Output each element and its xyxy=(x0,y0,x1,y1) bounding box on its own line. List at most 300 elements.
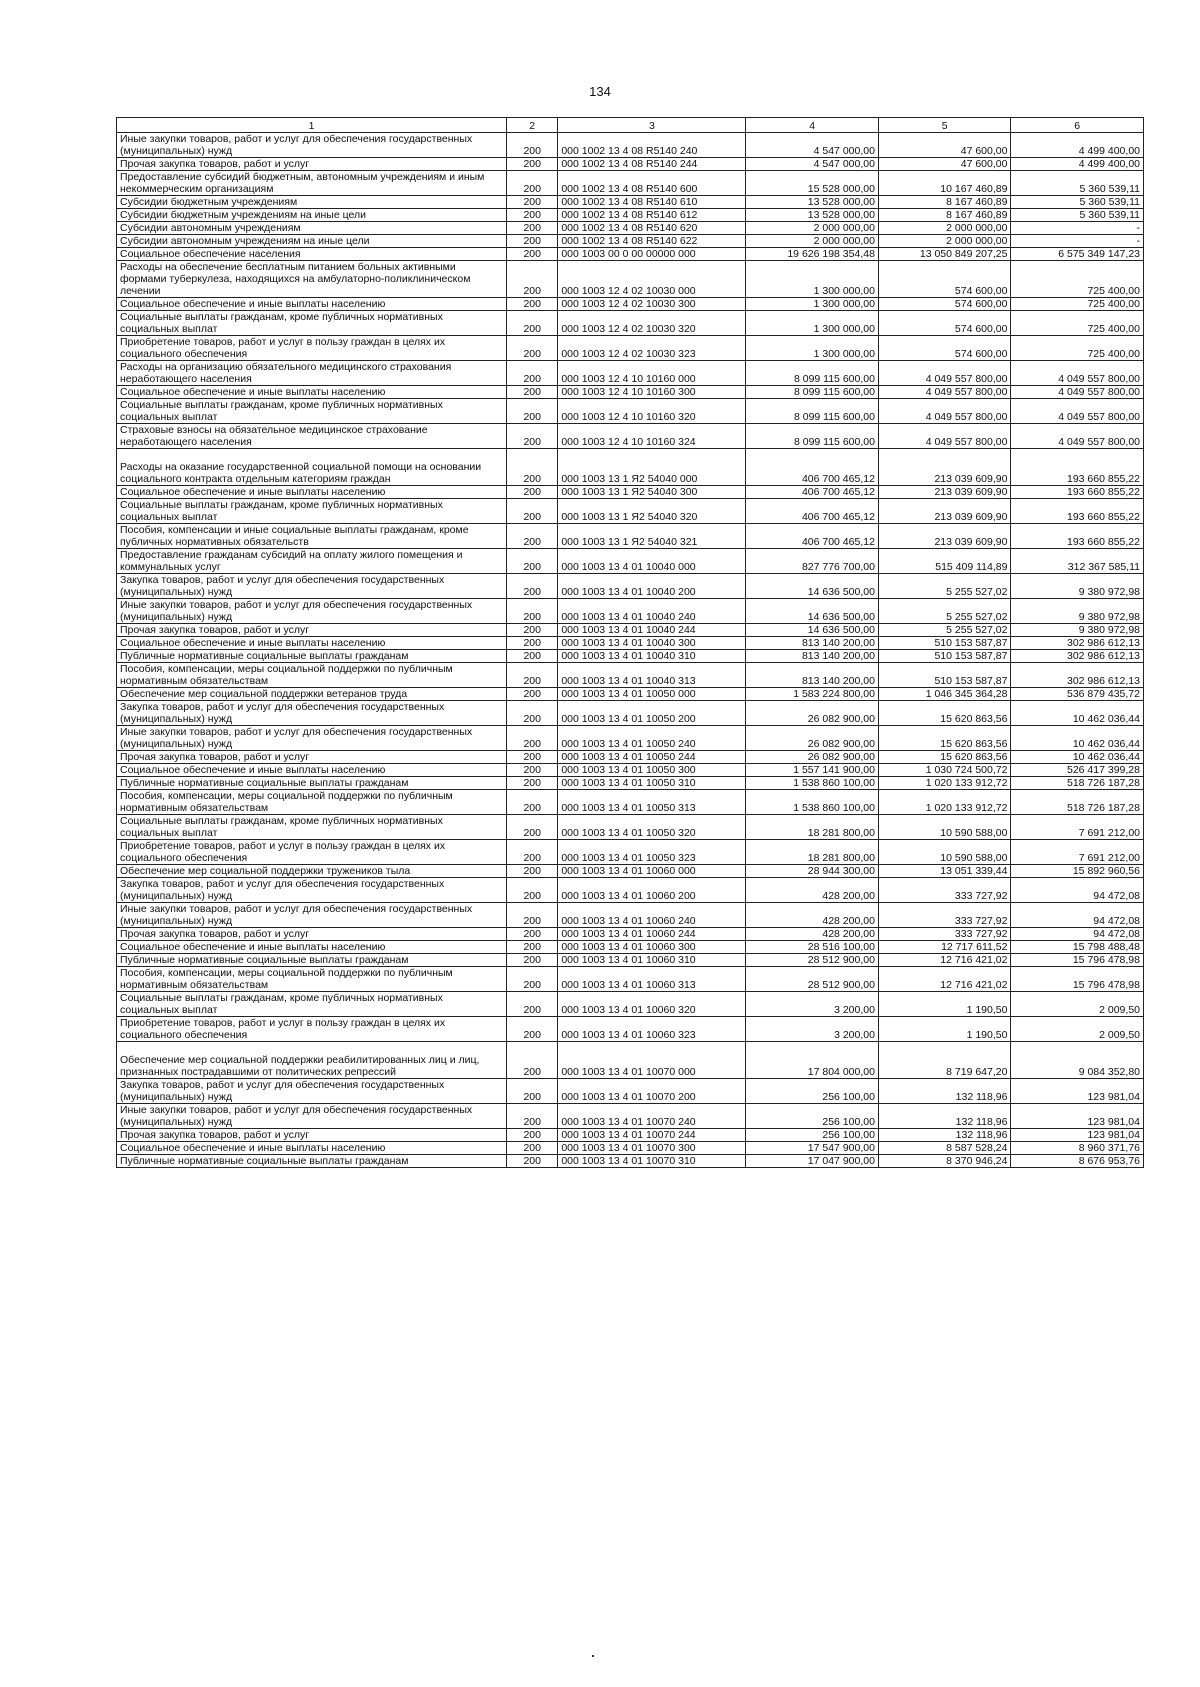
row-name-text: Публичные нормативные социальные выплаты гражданам xyxy=(120,777,409,789)
row-name-cell xyxy=(117,361,507,386)
table-row xyxy=(117,650,1144,663)
row-amount-remaining-cell: 5 360 539,11 xyxy=(1011,196,1144,209)
row-name-text: Публичные нормативные социальные выплаты гражданам xyxy=(120,954,409,966)
row-name-cell xyxy=(117,663,507,688)
table-row xyxy=(117,486,1144,499)
row-name-cell xyxy=(117,298,507,311)
row-code-cell: 200 xyxy=(507,840,558,865)
row-code-cell: 200 xyxy=(507,701,558,726)
row-name-cell xyxy=(117,133,507,158)
row-kbk-cell: 000 1003 12 4 02 10030 000 xyxy=(558,261,746,298)
row-name-text: Социальное обеспечение населения xyxy=(120,248,301,260)
column-header-6: 6 xyxy=(1011,118,1144,133)
table-row xyxy=(117,499,1144,524)
row-name-cell xyxy=(117,878,507,903)
row-amount-remaining-cell: 15 796 478,98 xyxy=(1011,967,1144,992)
row-name-text: Обеспечение мер социальной поддержки ветеранов труда xyxy=(120,688,408,700)
row-code-cell: 200 xyxy=(507,777,558,790)
row-amount-plan-cell: 1 300 000,00 xyxy=(746,298,879,311)
row-amount-remaining-cell: 312 367 585,11 xyxy=(1011,549,1144,574)
row-name-cell xyxy=(117,751,507,764)
budget-table xyxy=(116,117,1144,1168)
row-name-text: Социальное обеспечение и иные выплаты населению xyxy=(120,637,386,649)
row-amount-executed-cell: 2 000 000,00 xyxy=(878,222,1011,235)
row-kbk-cell: 000 1002 13 4 08 R5140 244 xyxy=(558,158,746,171)
row-amount-plan-cell: 17 047 900,00 xyxy=(746,1155,879,1168)
row-name-text: Предоставление субсидий бюджетным, автономным учреждениям и иным некоммерческим организациям xyxy=(120,171,485,195)
row-name-text: Закупка товаров, работ и услуг для обеспечения государственных (муниципальных) нужд xyxy=(120,1079,445,1103)
row-name-text: Социальные выплаты гражданам, кроме публичных нормативных социальных выплат xyxy=(120,992,443,1016)
row-kbk-cell: 000 1003 13 4 01 10070 200 xyxy=(558,1079,746,1104)
row-code-cell: 200 xyxy=(507,499,558,524)
table-row xyxy=(117,992,1144,1017)
row-amount-remaining-cell: 193 660 855,22 xyxy=(1011,524,1144,549)
row-amount-plan-cell: 1 557 141 900,00 xyxy=(746,764,879,777)
row-amount-plan-cell: 8 099 115 600,00 xyxy=(746,399,879,424)
row-amount-remaining-cell: 10 462 036,44 xyxy=(1011,726,1144,751)
row-amount-executed-cell: 47 600,00 xyxy=(878,158,1011,171)
row-amount-plan-cell: 813 140 200,00 xyxy=(746,650,879,663)
row-amount-plan-cell: 1 300 000,00 xyxy=(746,311,879,336)
row-name-text: Социальное обеспечение и иные выплаты населению xyxy=(120,941,386,953)
row-amount-executed-cell: 10 590 588,00 xyxy=(878,815,1011,840)
row-amount-executed-cell: 13 050 849 207,25 xyxy=(878,248,1011,261)
row-amount-executed-cell: 574 600,00 xyxy=(878,298,1011,311)
table-row xyxy=(117,688,1144,701)
column-number-row xyxy=(117,118,1144,133)
row-amount-executed-cell: 2 000 000,00 xyxy=(878,235,1011,248)
row-kbk-cell: 000 1003 13 4 01 10050 310 xyxy=(558,777,746,790)
row-amount-executed-cell: 12 716 421,02 xyxy=(878,967,1011,992)
row-kbk-cell: 000 1003 13 4 01 10060 313 xyxy=(558,967,746,992)
row-name-text: Социальные выплаты гражданам, кроме публичных нормативных социальных выплат xyxy=(120,399,443,423)
row-kbk-cell: 000 1003 13 4 01 10040 000 xyxy=(558,549,746,574)
row-name-text: Публичные нормативные социальные выплаты гражданам xyxy=(120,1155,409,1167)
row-amount-plan-cell: 1 300 000,00 xyxy=(746,336,879,361)
row-kbk-cell: 000 1003 12 4 10 10160 300 xyxy=(558,386,746,399)
row-name-text: Субсидии автономным учреждениям xyxy=(120,222,301,234)
row-name-cell xyxy=(117,992,507,1017)
row-name-text: Субсидии бюджетным учреждениям на иные цели xyxy=(120,209,366,221)
row-name-text: Субсидии автономным учреждениям на иные цели xyxy=(120,235,370,247)
row-amount-plan-cell: 3 200,00 xyxy=(746,1017,879,1042)
row-amount-remaining-cell: 5 360 539,11 xyxy=(1011,171,1144,196)
row-amount-executed-cell: 1 190,50 xyxy=(878,992,1011,1017)
table-row xyxy=(117,424,1144,449)
row-amount-plan-cell: 26 082 900,00 xyxy=(746,726,879,751)
row-amount-remaining-cell: 4 049 557 800,00 xyxy=(1011,424,1144,449)
row-amount-plan-cell: 19 626 198 354,48 xyxy=(746,248,879,261)
table-row xyxy=(117,158,1144,171)
row-kbk-cell: 000 1003 13 4 01 10070 240 xyxy=(558,1104,746,1129)
row-code-cell: 200 xyxy=(507,399,558,424)
row-name-cell xyxy=(117,449,507,486)
table-row xyxy=(117,941,1144,954)
row-amount-executed-cell: 10 167 460,89 xyxy=(878,171,1011,196)
row-kbk-cell: 000 1003 13 4 01 10040 240 xyxy=(558,599,746,624)
row-amount-remaining-cell: 10 462 036,44 xyxy=(1011,751,1144,764)
row-amount-remaining-cell: 526 417 399,28 xyxy=(1011,764,1144,777)
row-name-text: Страховые взносы на обязательное медицинское страхование неработающего населения xyxy=(120,424,428,448)
row-amount-remaining-cell: 302 986 612,13 xyxy=(1011,650,1144,663)
table-row xyxy=(117,637,1144,650)
row-amount-executed-cell: 10 590 588,00 xyxy=(878,840,1011,865)
row-name-text: Пособия, компенсации, меры социальной поддержки по публичным нормативным обязательствам xyxy=(120,790,453,814)
row-kbk-cell: 000 1003 13 4 01 10040 310 xyxy=(558,650,746,663)
row-name-text: Социальные выплаты гражданам, кроме публичных нормативных социальных выплат xyxy=(120,815,443,839)
row-amount-plan-cell: 4 547 000,00 xyxy=(746,158,879,171)
row-name-text: Закупка товаров, работ и услуг для обеспечения государственных (муниципальных) нужд xyxy=(120,574,445,598)
row-kbk-cell: 000 1003 13 4 01 10070 000 xyxy=(558,1042,746,1079)
row-code-cell: 200 xyxy=(507,311,558,336)
row-name-cell xyxy=(117,524,507,549)
row-amount-remaining-cell: 6 575 349 147,23 xyxy=(1011,248,1144,261)
row-name-cell xyxy=(117,1104,507,1129)
row-name-text: Приобретение товаров, работ и услуг в пользу граждан в целях их социального обеспечения xyxy=(120,1017,446,1041)
row-amount-executed-cell: 15 620 863,56 xyxy=(878,701,1011,726)
row-amount-executed-cell: 213 039 609,90 xyxy=(878,449,1011,486)
row-name-text: Закупка товаров, работ и услуг для обеспечения государственных (муниципальных) нужд xyxy=(120,878,445,902)
row-amount-remaining-cell: 9 380 972,98 xyxy=(1011,624,1144,637)
row-name-cell xyxy=(117,764,507,777)
row-amount-remaining-cell: 193 660 855,22 xyxy=(1011,499,1144,524)
row-amount-plan-cell: 256 100,00 xyxy=(746,1104,879,1129)
table-row xyxy=(117,967,1144,992)
row-name-cell xyxy=(117,1129,507,1142)
row-amount-executed-cell: 132 118,96 xyxy=(878,1104,1011,1129)
row-kbk-cell: 000 1002 13 4 08 R5140 620 xyxy=(558,222,746,235)
row-amount-plan-cell: 2 000 000,00 xyxy=(746,235,879,248)
row-amount-executed-cell: 8 719 647,20 xyxy=(878,1042,1011,1079)
row-name-cell xyxy=(117,424,507,449)
row-name-text: Социальные выплаты гражданам, кроме публичных нормативных социальных выплат xyxy=(120,499,443,523)
row-amount-executed-cell: 1 020 133 912,72 xyxy=(878,777,1011,790)
table-row xyxy=(117,624,1144,637)
table-row xyxy=(117,815,1144,840)
row-kbk-cell: 000 1003 13 4 01 10060 244 xyxy=(558,928,746,941)
row-name-cell xyxy=(117,1155,507,1168)
row-amount-executed-cell: 213 039 609,90 xyxy=(878,524,1011,549)
table-row xyxy=(117,701,1144,726)
row-kbk-cell: 000 1003 13 1 Я2 54040 000 xyxy=(558,449,746,486)
row-amount-executed-cell: 12 716 421,02 xyxy=(878,954,1011,967)
row-amount-remaining-cell: 2 009,50 xyxy=(1011,992,1144,1017)
row-kbk-cell: 000 1003 13 4 01 10050 313 xyxy=(558,790,746,815)
row-kbk-cell: 000 1003 13 4 01 10050 200 xyxy=(558,701,746,726)
row-kbk-cell: 000 1003 00 0 00 00000 000 xyxy=(558,248,746,261)
row-amount-plan-cell: 15 528 000,00 xyxy=(746,171,879,196)
row-amount-executed-cell: 1 046 345 364,28 xyxy=(878,688,1011,701)
row-amount-plan-cell: 28 944 300,00 xyxy=(746,865,879,878)
row-code-cell: 200 xyxy=(507,361,558,386)
column-header-3: 3 xyxy=(558,118,746,133)
row-name-text: Прочая закупка товаров, работ и услуг xyxy=(120,158,310,170)
column-header-1: 1 xyxy=(117,118,507,133)
table-row xyxy=(117,751,1144,764)
row-kbk-cell: 000 1003 13 4 01 10060 300 xyxy=(558,941,746,954)
row-amount-remaining-cell: 4 499 400,00 xyxy=(1011,158,1144,171)
row-amount-remaining-cell: 8 960 371,76 xyxy=(1011,1142,1144,1155)
row-amount-remaining-cell: 4 049 557 800,00 xyxy=(1011,361,1144,386)
row-code-cell: 200 xyxy=(507,815,558,840)
row-amount-remaining-cell: 9 084 352,80 xyxy=(1011,1042,1144,1079)
row-name-text: Публичные нормативные социальные выплаты гражданам xyxy=(120,650,409,662)
row-amount-remaining-cell: 15 892 960,56 xyxy=(1011,865,1144,878)
row-amount-remaining-cell: 7 691 212,00 xyxy=(1011,815,1144,840)
row-amount-executed-cell: 333 727,92 xyxy=(878,928,1011,941)
row-kbk-cell: 000 1003 13 1 Я2 54040 300 xyxy=(558,486,746,499)
row-kbk-cell: 000 1003 12 4 02 10030 323 xyxy=(558,336,746,361)
row-amount-executed-cell: 8 167 460,89 xyxy=(878,209,1011,222)
row-name-cell xyxy=(117,941,507,954)
row-kbk-cell: 000 1003 12 4 02 10030 320 xyxy=(558,311,746,336)
row-amount-remaining-cell: 10 462 036,44 xyxy=(1011,701,1144,726)
table-row xyxy=(117,222,1144,235)
row-name-cell xyxy=(117,171,507,196)
row-kbk-cell: 000 1003 13 4 01 10070 310 xyxy=(558,1155,746,1168)
row-amount-remaining-cell: 302 986 612,13 xyxy=(1011,637,1144,650)
row-code-cell: 200 xyxy=(507,624,558,637)
column-header-4: 4 xyxy=(746,118,879,133)
row-amount-plan-cell: 1 300 000,00 xyxy=(746,261,879,298)
row-amount-remaining-cell: 94 472,08 xyxy=(1011,878,1144,903)
row-amount-remaining-cell: 193 660 855,22 xyxy=(1011,449,1144,486)
row-name-text: Приобретение товаров, работ и услуг в пользу граждан в целях их социального обеспечения xyxy=(120,840,446,864)
row-kbk-cell: 000 1003 13 4 01 10040 244 xyxy=(558,624,746,637)
row-amount-plan-cell: 18 281 800,00 xyxy=(746,840,879,865)
row-name-cell xyxy=(117,386,507,399)
row-code-cell: 200 xyxy=(507,1104,558,1129)
row-name-cell xyxy=(117,486,507,499)
row-amount-plan-cell: 28 512 900,00 xyxy=(746,967,879,992)
row-amount-executed-cell: 5 255 527,02 xyxy=(878,574,1011,599)
row-code-cell: 200 xyxy=(507,486,558,499)
row-amount-remaining-cell: 9 380 972,98 xyxy=(1011,599,1144,624)
row-amount-plan-cell: 14 636 500,00 xyxy=(746,599,879,624)
row-amount-executed-cell: 8 167 460,89 xyxy=(878,196,1011,209)
row-kbk-cell: 000 1002 13 4 08 R5140 610 xyxy=(558,196,746,209)
row-name-cell xyxy=(117,399,507,424)
table-row xyxy=(117,1017,1144,1042)
row-code-cell: 200 xyxy=(507,650,558,663)
row-amount-remaining-cell: 94 472,08 xyxy=(1011,903,1144,928)
row-code-cell: 200 xyxy=(507,196,558,209)
table-row xyxy=(117,235,1144,248)
row-name-cell xyxy=(117,336,507,361)
row-kbk-cell: 000 1003 13 4 01 10040 313 xyxy=(558,663,746,688)
row-name-cell xyxy=(117,928,507,941)
row-name-cell xyxy=(117,865,507,878)
table-row xyxy=(117,298,1144,311)
row-amount-plan-cell: 813 140 200,00 xyxy=(746,637,879,650)
row-code-cell: 200 xyxy=(507,1155,558,1168)
table-row xyxy=(117,1142,1144,1155)
row-code-cell: 200 xyxy=(507,449,558,486)
row-amount-plan-cell: 2 000 000,00 xyxy=(746,222,879,235)
row-kbk-cell: 000 1003 13 4 01 10050 000 xyxy=(558,688,746,701)
row-name-cell xyxy=(117,311,507,336)
row-name-cell xyxy=(117,1142,507,1155)
row-kbk-cell: 000 1003 13 1 Я2 54040 320 xyxy=(558,499,746,524)
row-kbk-cell: 000 1003 13 4 01 10060 310 xyxy=(558,954,746,967)
row-amount-remaining-cell: 2 009,50 xyxy=(1011,1017,1144,1042)
row-code-cell: 200 xyxy=(507,992,558,1017)
row-name-text: Прочая закупка товаров, работ и услуг xyxy=(120,624,310,636)
row-code-cell: 200 xyxy=(507,941,558,954)
row-amount-executed-cell: 1 020 133 912,72 xyxy=(878,790,1011,815)
row-amount-plan-cell: 18 281 800,00 xyxy=(746,815,879,840)
row-kbk-cell: 000 1003 12 4 10 10160 324 xyxy=(558,424,746,449)
row-name-cell xyxy=(117,777,507,790)
row-name-text: Прочая закупка товаров, работ и услуг xyxy=(120,928,310,940)
page-number: 134 xyxy=(589,84,611,99)
table-row xyxy=(117,878,1144,903)
row-amount-executed-cell: 8 370 946,24 xyxy=(878,1155,1011,1168)
row-code-cell: 200 xyxy=(507,865,558,878)
row-kbk-cell: 000 1002 13 4 08 R5140 240 xyxy=(558,133,746,158)
row-name-text: Прочая закупка товаров, работ и услуг xyxy=(120,1129,310,1141)
row-code-cell: 200 xyxy=(507,688,558,701)
table-row xyxy=(117,449,1144,486)
row-code-cell: 200 xyxy=(507,1017,558,1042)
row-code-cell: 200 xyxy=(507,261,558,298)
row-amount-executed-cell: 1 030 724 500,72 xyxy=(878,764,1011,777)
table-row xyxy=(117,1042,1144,1079)
row-name-text: Субсидии бюджетным учреждениям xyxy=(120,196,298,208)
row-amount-executed-cell: 12 717 611,52 xyxy=(878,941,1011,954)
row-name-text: Социальное обеспечение и иные выплаты населению xyxy=(120,764,386,776)
table-row xyxy=(117,1155,1144,1168)
row-code-cell: 200 xyxy=(507,599,558,624)
row-amount-remaining-cell: - xyxy=(1011,235,1144,248)
row-amount-executed-cell: 213 039 609,90 xyxy=(878,499,1011,524)
table-body xyxy=(117,133,1144,1168)
row-kbk-cell: 000 1003 12 4 10 10160 320 xyxy=(558,399,746,424)
row-amount-executed-cell: 4 049 557 800,00 xyxy=(878,424,1011,449)
row-name-text: Социальные выплаты гражданам, кроме публичных нормативных социальных выплат xyxy=(120,311,443,335)
table-row xyxy=(117,840,1144,865)
row-kbk-cell: 000 1003 13 4 01 10050 323 xyxy=(558,840,746,865)
row-name-text: Приобретение товаров, работ и услуг в пользу граждан в целях их социального обеспечения xyxy=(120,336,446,360)
row-code-cell: 200 xyxy=(507,209,558,222)
row-amount-remaining-cell: 9 380 972,98 xyxy=(1011,574,1144,599)
row-code-cell: 200 xyxy=(507,424,558,449)
row-amount-plan-cell: 428 200,00 xyxy=(746,878,879,903)
row-amount-executed-cell: 132 118,96 xyxy=(878,1079,1011,1104)
row-name-text: Расходы на оказание государственной социальной помощи на основании социального контракта отдельным категориям граждан xyxy=(120,461,482,485)
row-amount-executed-cell: 4 049 557 800,00 xyxy=(878,399,1011,424)
table-row xyxy=(117,865,1144,878)
row-name-cell xyxy=(117,196,507,209)
row-amount-remaining-cell: 725 400,00 xyxy=(1011,298,1144,311)
row-code-cell: 200 xyxy=(507,336,558,361)
row-code-cell: 200 xyxy=(507,726,558,751)
row-amount-plan-cell: 26 082 900,00 xyxy=(746,701,879,726)
table-row xyxy=(117,764,1144,777)
row-name-text: Социальное обеспечение и иные выплаты населению xyxy=(120,1142,386,1154)
row-name-text: Социальное обеспечение и иные выплаты населению xyxy=(120,486,386,498)
row-code-cell: 200 xyxy=(507,524,558,549)
row-amount-remaining-cell: 302 986 612,13 xyxy=(1011,663,1144,688)
row-kbk-cell: 000 1003 13 4 01 10050 300 xyxy=(558,764,746,777)
row-amount-remaining-cell: 15 798 488,48 xyxy=(1011,941,1144,954)
row-amount-executed-cell: 15 620 863,56 xyxy=(878,726,1011,751)
row-name-text: Обеспечение мер социальной поддержки тружеников тыла xyxy=(120,865,411,877)
row-name-cell xyxy=(117,903,507,928)
row-name-text: Закупка товаров, работ и услуг для обеспечения государственных (муниципальных) нужд xyxy=(120,701,445,725)
row-name-text: Иные закупки товаров, работ и услуг для обеспечения государственных (муниципальных) нужд xyxy=(120,726,473,750)
row-kbk-cell: 000 1002 13 4 08 R5140 600 xyxy=(558,171,746,196)
row-name-text: Пособия, компенсации и иные социальные выплаты гражданам, кроме публичных нормативных обязательств xyxy=(120,524,469,548)
row-amount-remaining-cell: 193 660 855,22 xyxy=(1011,486,1144,499)
row-name-cell xyxy=(117,954,507,967)
row-amount-plan-cell: 428 200,00 xyxy=(746,903,879,928)
row-amount-plan-cell: 28 516 100,00 xyxy=(746,941,879,954)
row-name-cell xyxy=(117,726,507,751)
row-kbk-cell: 000 1003 13 1 Я2 54040 321 xyxy=(558,524,746,549)
table-row xyxy=(117,311,1144,336)
row-amount-remaining-cell: 7 691 212,00 xyxy=(1011,840,1144,865)
row-name-cell xyxy=(117,650,507,663)
row-amount-plan-cell: 8 099 115 600,00 xyxy=(746,424,879,449)
row-amount-executed-cell: 574 600,00 xyxy=(878,336,1011,361)
row-name-cell xyxy=(117,209,507,222)
row-amount-plan-cell: 827 776 700,00 xyxy=(746,549,879,574)
row-name-cell xyxy=(117,1042,507,1079)
table-row xyxy=(117,399,1144,424)
row-code-cell: 200 xyxy=(507,298,558,311)
row-amount-executed-cell: 333 727,92 xyxy=(878,878,1011,903)
row-code-cell: 200 xyxy=(507,663,558,688)
row-amount-remaining-cell: 8 676 953,76 xyxy=(1011,1155,1144,1168)
row-name-cell xyxy=(117,840,507,865)
row-name-text: Иные закупки товаров, работ и услуг для обеспечения государственных (муниципальных) нужд xyxy=(120,1104,473,1128)
row-amount-executed-cell: 515 409 114,89 xyxy=(878,549,1011,574)
table-row xyxy=(117,261,1144,298)
row-amount-remaining-cell: 4 499 400,00 xyxy=(1011,133,1144,158)
row-kbk-cell: 000 1003 13 4 01 10060 000 xyxy=(558,865,746,878)
row-amount-plan-cell: 8 099 115 600,00 xyxy=(746,386,879,399)
row-name-cell xyxy=(117,637,507,650)
table-row xyxy=(117,777,1144,790)
table-row xyxy=(117,928,1144,941)
row-amount-plan-cell: 406 700 465,12 xyxy=(746,486,879,499)
row-code-cell: 200 xyxy=(507,967,558,992)
row-name-text: Иные закупки товаров, работ и услуг для обеспечения государственных (муниципальных) нужд xyxy=(120,903,473,927)
row-kbk-cell: 000 1003 12 4 02 10030 300 xyxy=(558,298,746,311)
row-kbk-cell: 000 1003 13 4 01 10050 244 xyxy=(558,751,746,764)
row-amount-plan-cell: 26 082 900,00 xyxy=(746,751,879,764)
row-name-text: Пособия, компенсации, меры социальной поддержки по публичным нормативным обязательствам xyxy=(120,967,453,991)
row-code-cell: 200 xyxy=(507,790,558,815)
row-amount-remaining-cell: - xyxy=(1011,222,1144,235)
row-name-cell xyxy=(117,701,507,726)
row-code-cell: 200 xyxy=(507,1142,558,1155)
row-name-text: Расходы на организацию обязательного медицинского страхования неработающего населения xyxy=(120,361,452,385)
row-name-text: Социальное обеспечение и иные выплаты населению xyxy=(120,298,386,310)
row-amount-executed-cell: 213 039 609,90 xyxy=(878,486,1011,499)
row-amount-plan-cell: 13 528 000,00 xyxy=(746,209,879,222)
row-kbk-cell: 000 1003 12 4 10 10160 000 xyxy=(558,361,746,386)
row-name-text: Социальное обеспечение и иные выплаты населению xyxy=(120,386,386,398)
row-name-text: Предоставление гражданам субсидий на оплату жилого помещения и коммунальных услуг xyxy=(120,549,463,573)
row-name-cell xyxy=(117,624,507,637)
row-amount-executed-cell: 13 051 339,44 xyxy=(878,865,1011,878)
row-amount-remaining-cell: 725 400,00 xyxy=(1011,336,1144,361)
row-code-cell: 200 xyxy=(507,549,558,574)
row-code-cell: 200 xyxy=(507,954,558,967)
table-row xyxy=(117,336,1144,361)
